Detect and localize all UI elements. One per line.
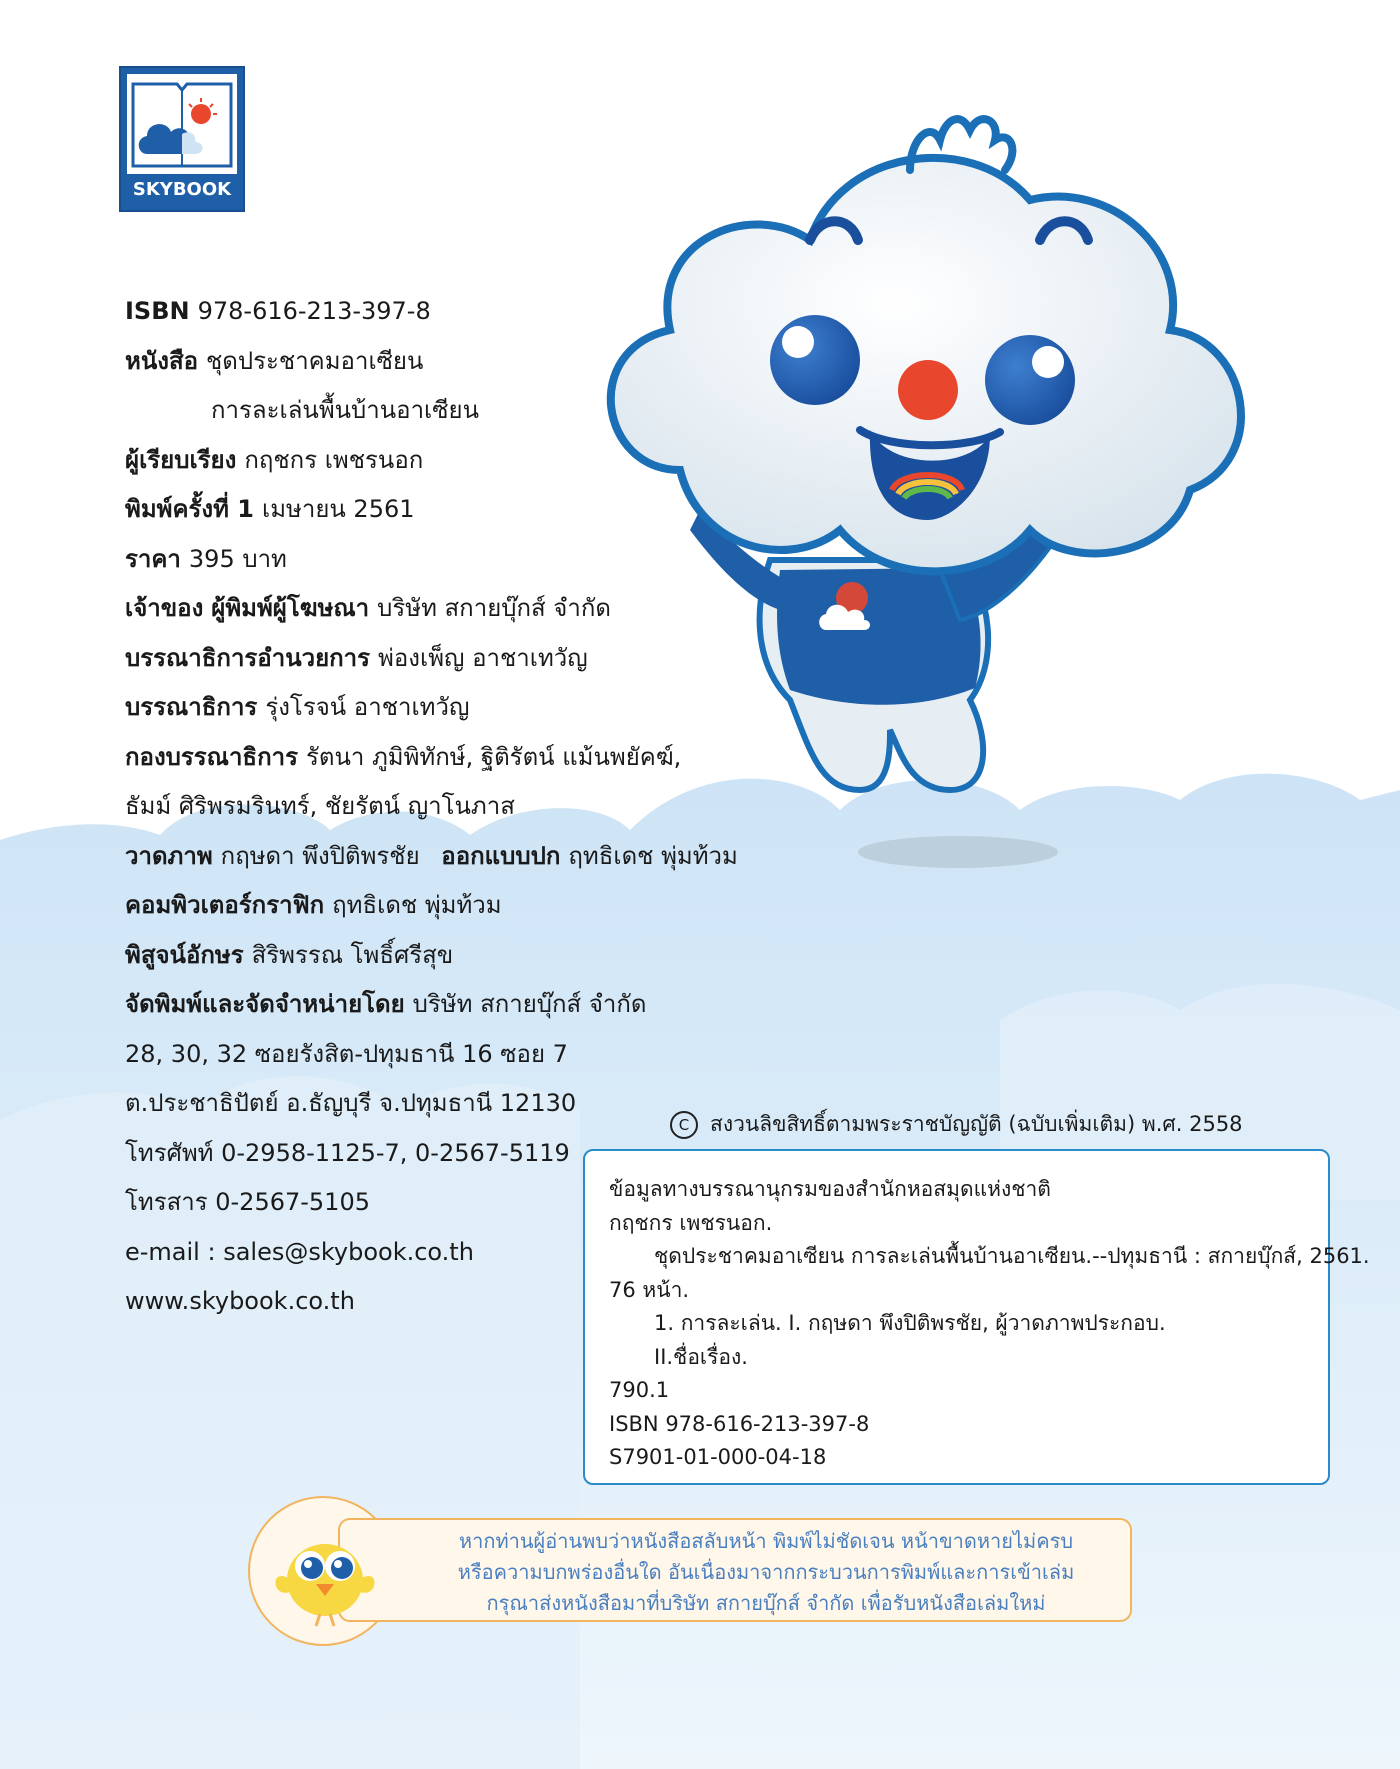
graphics-label: คอมพิวเตอร์กราฟิก xyxy=(125,891,325,919)
owner-value: บริษัท สกายบุ๊กส์ จำกัด xyxy=(377,594,611,622)
website-line[interactable]: www.skybook.co.th xyxy=(125,1287,355,1315)
editor-value: รุ่งโรจน์ อาชาเทวัญ xyxy=(265,693,470,721)
cip-data-box xyxy=(583,1149,1370,1485)
isbn-value: 978-616-213-397-8 xyxy=(197,297,431,325)
distributor-label: จัดพิมพ์และจัดจำหน่ายโดย xyxy=(125,990,405,1018)
graphics-line xyxy=(125,881,738,931)
copyright-text: สงวนลิขสิทธิ์ตามพระราชบัญญัติ (ฉบับเพิ่มเติม) พ.ศ. 2558 xyxy=(710,1112,1243,1136)
cip-line: 1. การละเล่น. I. กฤษดา พึงปิติพรชัย, ผู้วาดภาพประกอบ. xyxy=(654,1311,1166,1335)
compiler-value: กฤชกร เพชรนอก xyxy=(244,445,424,474)
distributor-line xyxy=(125,980,738,1030)
proof-label: พิสูจน์อักษร xyxy=(125,940,244,969)
notice-line-3: กรุณาส่งหนังสือมาที่บริษัท สกายบุ๊กส์ จำกัด เพื่อรับหนังสือเล่มใหม่ xyxy=(486,1591,1046,1615)
cip-line: 76 หน้า. xyxy=(609,1277,690,1302)
book-title-line xyxy=(125,386,738,436)
book-title: การละเล่นพื้นบ้านอาเซียน xyxy=(211,396,480,424)
cover-design-label: ออกแบบปก xyxy=(441,841,561,870)
edition-value: เมษายน 2561 xyxy=(262,495,415,523)
address-line-1: 28, 30, 32 ซอยรังสิต-ปทุมธานี 16 ซอย 7 xyxy=(125,1039,568,1068)
cip-line: ข้อมูลทางบรรณานุกรมของสำนักหอสมุดแห่งชาติ xyxy=(609,1177,1051,1201)
cip-line: ISBN 978-616-213-397-8 xyxy=(609,1411,870,1436)
owner-label: เจ้าของ xyxy=(125,594,204,622)
notice-line-2: หรือความบกพร่องอื่นใด อันเนื่องมาจากกระบวนการพิมพ์และการเข้าเล่ม xyxy=(457,1560,1075,1584)
cover-design-value: ฤทธิเดช พุ่มท้วม xyxy=(568,841,738,870)
edition-line xyxy=(125,485,738,535)
graphics-value: ฤทธิเดช พุ่มท้วม xyxy=(332,891,502,919)
phone-line: โทรศัพท์ 0-2958-1125-7, 0-2567-5119 xyxy=(125,1138,570,1167)
notice-text xyxy=(406,1526,1126,1619)
publisher-label: ผู้พิมพ์ผู้โฆษณา xyxy=(211,594,370,622)
owner-line xyxy=(125,584,738,634)
email-line[interactable]: e-mail : sales@skybook.co.th xyxy=(125,1237,474,1266)
cip-line: กฤชกร เพชรนอก. xyxy=(609,1210,773,1235)
chick-mascot-icon xyxy=(270,1518,380,1628)
editorial-board-label: กองบรรณาธิการ xyxy=(125,742,298,771)
exec-editor-label: บรรณาธิการอำนวยการ xyxy=(125,643,371,672)
isbn-label: ISBN xyxy=(125,297,190,325)
price-value: 395 บาท xyxy=(188,544,287,573)
compiler-line xyxy=(125,436,738,486)
editorial-board-line xyxy=(125,733,738,783)
illustrator-line xyxy=(125,832,738,882)
price-label: ราคา xyxy=(125,544,181,573)
defect-notice xyxy=(248,1496,1138,1646)
editorial-board-value: รัตนา ภูมิพิทักษ์, ฐิติรัตน์ แม้นพยัคฆ์, xyxy=(305,742,682,771)
proof-line xyxy=(125,931,738,981)
illustrator-label: วาดภาพ xyxy=(125,841,213,870)
exec-editor-value: พ่องเพ็ญ อาชาเทวัญ xyxy=(378,643,588,672)
logo-text: SKYBOOK xyxy=(132,179,232,200)
fax-line: โทรสาร 0-2567-5105 xyxy=(125,1188,370,1216)
exec-editor-line xyxy=(125,634,738,684)
copyright-notice xyxy=(670,1108,1243,1141)
address-line-2: ต.ประชาธิปัตย์ อ.ธัญบุรี จ.ปทุมธานี 12130 xyxy=(125,1089,577,1117)
copyright-icon: C xyxy=(670,1111,698,1139)
cip-line: II.ชื่อเรื่อง. xyxy=(654,1344,748,1369)
skybook-logo xyxy=(119,66,245,212)
editor-label: บรรณาธิการ xyxy=(125,693,258,721)
book-line xyxy=(125,337,738,387)
cip-line: ชุดประชาคมอาเซียน การละเล่นพื้นบ้านอาเซียน.--ปทุมธานี : สกายบุ๊กส์, 2561. xyxy=(654,1244,1370,1268)
compiler-label: ผู้เรียบเรียง xyxy=(125,445,237,474)
book-series: ชุดประชาคมอาเซียน xyxy=(206,346,424,375)
distributor-value: บริษัท สกายบุ๊กส์ จำกัด xyxy=(412,990,647,1018)
book-label: หนังสือ xyxy=(125,346,199,375)
editor-line xyxy=(125,683,738,733)
skybook-logo-icon xyxy=(127,74,237,174)
edition-label: พิมพ์ครั้งที่ 1 xyxy=(125,495,254,523)
isbn-line xyxy=(125,287,738,337)
editorial-board-value-2: ธัมม์ ศิริพรมรินทร์, ชัยรัตน์ ญาโนภาส xyxy=(125,792,515,820)
notice-line-1: หากท่านผู้อ่านพบว่าหนังสือสลับหน้า พิมพ์ไม่ชัดเจน หน้าขาดหายไม่ครบ xyxy=(458,1529,1074,1553)
cip-line: S7901-01-000-04-18 xyxy=(609,1445,827,1469)
proof-value: สิริพรรณ โพธิ์ศรีสุข xyxy=(251,940,454,969)
illustrator-value: กฤษดา พึงปิติพรชัย xyxy=(220,841,420,870)
price-line xyxy=(125,535,738,585)
cip-line: 790.1 xyxy=(609,1378,670,1402)
editorial-board-line-2 xyxy=(125,782,738,832)
